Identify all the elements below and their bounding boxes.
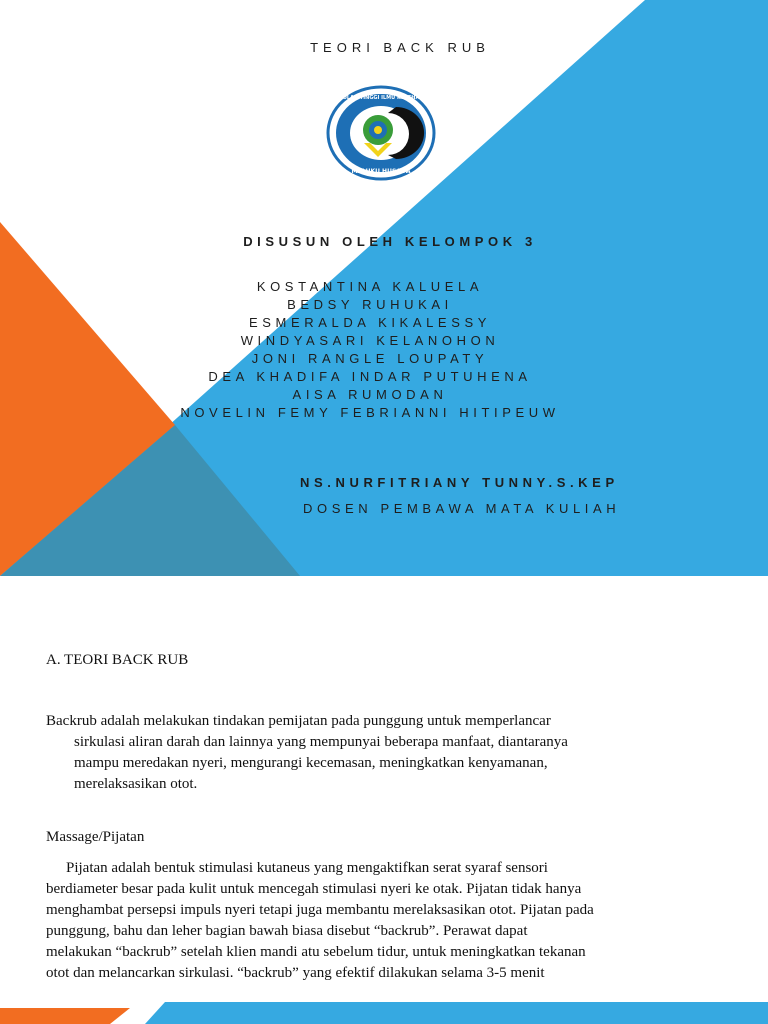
paragraph-line: melakukan “backrub” setelah klien mandi atu sebelum tidur, untuk meningkatkan tekanan <box>46 944 586 960</box>
paragraph-line: punggung, bahu dan leher bagian bawah biasa disebut “backrub”. Perawat dapat <box>46 923 528 939</box>
group-heading: DISUSUN OLEH KELOMPOK 3 <box>243 234 537 249</box>
paragraph-line: Backrub adalah melakukan tindakan pemijatan pada punggung untuk memperlancar <box>46 713 551 729</box>
content-slide <box>0 576 768 1024</box>
section-heading: A. TEORI BACK RUB <box>46 652 189 668</box>
massage-paragraph <box>46 858 736 984</box>
member-name: NOVELIN FEMY FEBRIANNI HITIPEUW <box>180 405 560 420</box>
lecturer-name: NS.NURFITRIANY TUNNY.S.KEP <box>300 475 619 490</box>
logo-ring-text-top: SEKOLAH TINGGI ILMU KESEHATAN <box>331 95 431 101</box>
paragraph-line: Pijatan adalah bentuk stimulasi kutaneus yang mengaktifkan serat syaraf sensori <box>66 860 548 876</box>
member-name: JONI RANGLE LOUPATY <box>251 351 489 366</box>
member-name: BEDSY RUHUKAI <box>287 297 453 312</box>
member-name: WINDYASARI KELANOHON <box>240 333 500 348</box>
logo-ring-text-bottom: MALUKU HUSADA <box>351 168 411 175</box>
paragraph-line: otot dan melancarkan sirkulasi. “backrub” yang efektif dilakukan selama 3-5 menit <box>46 965 545 981</box>
paragraph-line: merelaksasikan otot. <box>74 776 198 792</box>
backrub-definition <box>46 711 726 795</box>
paragraph-line: berdiameter besar pada kulit untuk mencegah stimulasi nyeri ke otak. Pijatan tidak hanya <box>46 881 582 897</box>
massage-heading: Massage/Pijatan <box>46 829 145 845</box>
member-name: AISA RUMODAN <box>292 387 448 402</box>
member-name: ESMERALDA KIKALESSY <box>248 315 492 330</box>
lecturer-role: DOSEN PEMBAWA MATA KULIAH <box>303 501 621 516</box>
paragraph-line: mampu meredakan nyeri, mengurangi kecemasan, meningkatkan kenyamanan, <box>74 755 548 771</box>
slide-title: TEORI BACK RUB <box>310 40 490 55</box>
paragraph-line: sirkulasi aliran darah dan lainnya yang mempunyai beberapa manfaat, diantaranya <box>74 734 568 750</box>
member-name: KOSTANTINA KALUELA <box>256 279 484 294</box>
college-logo <box>326 85 436 181</box>
paragraph-line: menghambat persepsi impuls nyeri tetapi juga membantu merelaksasikan otot. Pijatan pada <box>46 902 594 918</box>
member-name: DEA KHADIFA INDAR PUTUHENA <box>208 369 532 384</box>
